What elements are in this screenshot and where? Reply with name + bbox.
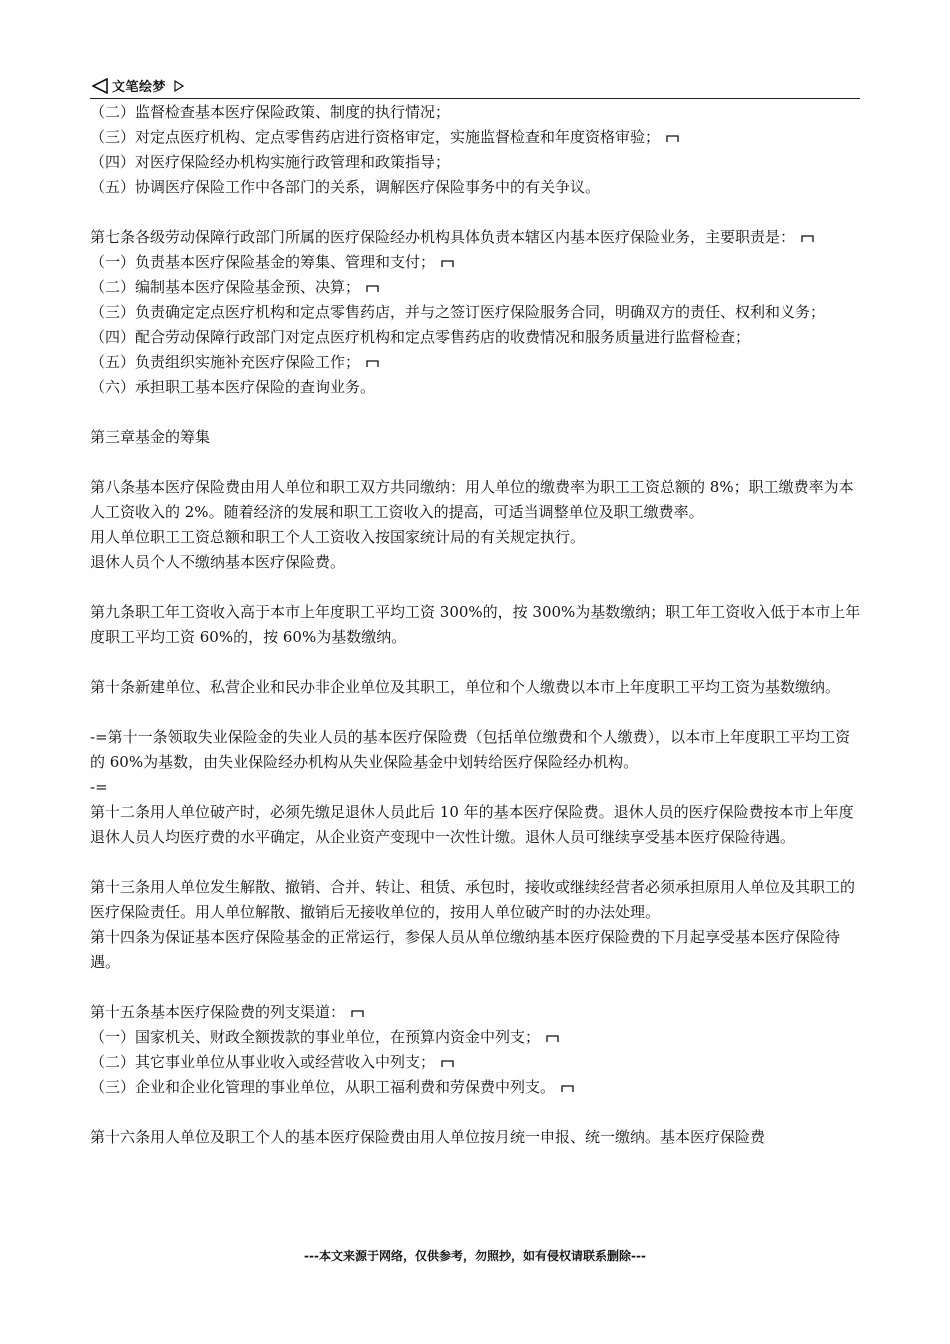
article-paragraph: 第十二条用人单位破产时，必须先缴足退休人员此后 10 年的基本医疗保险费。退休人员的医疗保险费按本市上年度退休人员人均医疗费的水平确定，从企业资产变现中一次性计缴。退休人员可继续享受基本医疗保险待遇。: [90, 803, 854, 846]
page-header: [90, 74, 860, 99]
article-paragraph: 第十四条为保证基本医疗保险基金的正常运行，参保人员从单位缴纳基本医疗保险费的下月起享受基本医疗保险待遇。: [90, 928, 841, 971]
list-item: （一）国家机关、财政全额拨款的事业单位，在预算内资金中列支；: [90, 1025, 862, 1050]
list-item: （六）承担职工基本医疗保险的查询业务。: [90, 378, 376, 396]
article-paragraph: -=第十一条领取失业保险金的失业人员的基本医疗保险费（包括单位缴费和个人缴费），以本市上年度职工平均工资的 60%为基数，由失业保险经办机构从失业保险基金中划转给医疗保险经办机构。: [90, 728, 851, 771]
article-paragraph: 第十五条基本医疗保险费的列支渠道：: [90, 1000, 862, 1025]
triangle-right-icon: [174, 80, 184, 92]
article-paragraph: 用人单位职工工资总额和职工个人工资收入按国家统计局的有关规定执行。: [90, 528, 586, 546]
return-mark-icon: [441, 1059, 454, 1068]
list-item: （二）其它事业单位从事业收入或经营收入中列支；: [90, 1050, 862, 1075]
list-item: （二）监督检查基本医疗保险政策、制度的执行情况；: [90, 103, 451, 121]
header-brand: [92, 76, 184, 95]
return-mark-icon: [801, 234, 814, 243]
return-mark-icon: [366, 359, 379, 368]
article-paragraph: 第十三条用人单位发生解散、撤销、合并、转让、租赁、承包时，接收或继续经营者必须承担原用人单位及其职工的医疗保险责任。用人单位解散、撤销后无接收单位的，按用人单位破产时的办法处理。: [90, 878, 856, 921]
chapter-heading: 第三章基金的筹集: [90, 428, 211, 446]
header-title: 文笔绘梦: [112, 80, 167, 95]
article-paragraph: -=: [90, 778, 108, 796]
article-paragraph: 第十六条用人单位及职工个人的基本医疗保险费由用人单位按月统一申报、统一缴纳。基本医疗保险费: [90, 1128, 766, 1146]
return-mark-icon: [561, 1084, 574, 1093]
list-item: （四）对医疗保险经办机构实施行政管理和政策指导；: [90, 153, 451, 171]
list-item: （五）负责组织实施补充医疗保险工作；: [90, 350, 862, 375]
document-body: [90, 100, 862, 1150]
return-mark-icon: [351, 1009, 364, 1018]
return-mark-icon: [441, 259, 454, 268]
list-item: （五）协调医疗保险工作中各部门的关系，调解医疗保险事务中的有关争议。: [90, 178, 601, 196]
list-item: （三）负责确定定点医疗机构和定点零售药店，并与之签订医疗保险服务合同，明确双方的责任、权利和义务；: [90, 303, 826, 321]
page-footer: ---本文来源于网络，仅供参考，勿照抄，如有侵权请联系删除---: [304, 1249, 646, 1263]
article-paragraph: 第八条基本医疗保险费由用人单位和职工双方共同缴纳：用人单位的缴费率为职工工资总额的 8%；职工缴费率为本人工资收入的 2%。随着经济的发展和职工工资收入的提高，可适当调整单位及职工缴费率。: [90, 478, 854, 521]
list-item: （二）编制基本医疗保险基金预、决算；: [90, 275, 862, 300]
return-mark-icon: [666, 134, 679, 143]
article-paragraph: 第九条职工年工资收入高于本市上年度职工平均工资 300%的，按 300%为基数缴纳；职工年工资收入低于本市上年度职工平均工资 60%的，按 60%为基数缴纳。: [90, 603, 861, 646]
article-paragraph: 退休人员个人不缴纳基本医疗保险费。: [90, 553, 346, 571]
return-mark-icon: [366, 284, 379, 293]
triangle-left-icon: [92, 78, 108, 94]
article-paragraph: 第七条各级劳动保障行政部门所属的医疗保险经办机构具体负责本辖区内基本医疗保险业务，主要职责是：: [90, 225, 862, 250]
list-item: （三）对定点医疗机构、定点零售药店进行资格审定，实施监督检查和年度资格审验；: [90, 125, 862, 150]
return-mark-icon: [546, 1034, 559, 1043]
article-paragraph: 第十条新建单位、私营企业和民办非企业单位及其职工，单位和个人缴费以本市上年度职工平均工资为基数缴纳。: [90, 678, 841, 696]
list-item: （三）企业和企业化管理的事业单位，从职工福利费和劳保费中列支。: [90, 1075, 862, 1100]
list-item: （一）负责基本医疗保险基金的筹集、管理和支付；: [90, 250, 862, 275]
list-item: （四）配合劳动保障行政部门对定点医疗机构和定点零售药店的收费情况和服务质量进行监督检查；: [90, 328, 751, 346]
